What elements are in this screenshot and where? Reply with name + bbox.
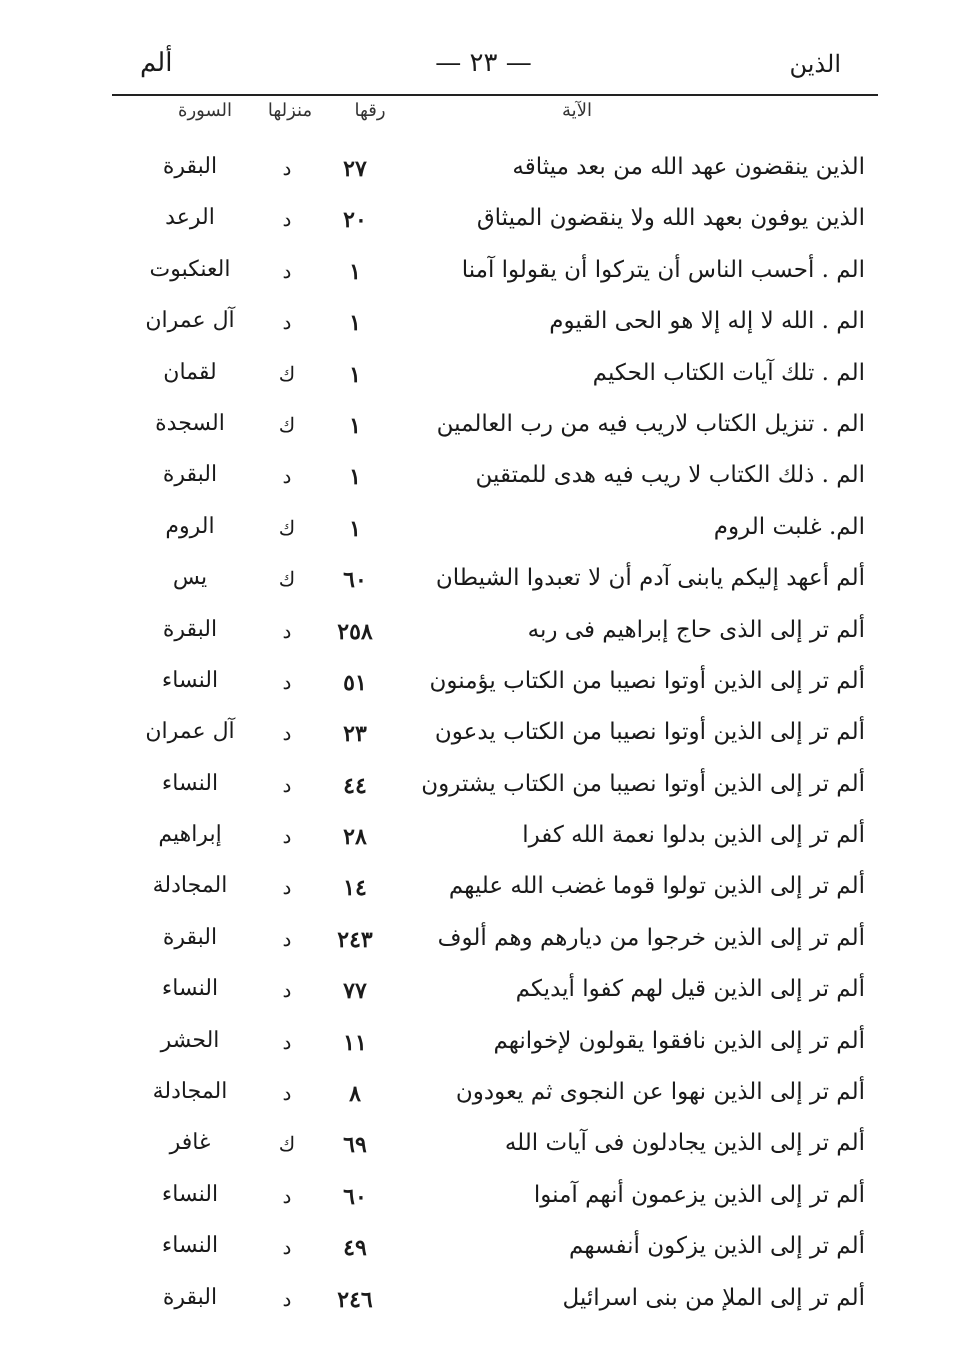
verse-text: ألم تر إلى الذى حاج إبراهيم فى ربه: [527, 616, 865, 643]
revelation-place: د: [282, 978, 292, 1003]
verse-number: ٦٠: [343, 1183, 367, 1210]
verse-text: ألم تر إلى الذين يزكون أنفسهم: [569, 1233, 865, 1260]
revelation-place: د: [282, 618, 292, 643]
verse-number: ٢٤٦: [337, 1286, 373, 1313]
surah-name: النساء: [161, 1181, 219, 1207]
verse-text: ألم تر إلى الذين نهوا عن النجوى ثم يعودون: [455, 1079, 865, 1106]
verse-number: ٢٠: [343, 207, 367, 234]
verse-number: ١: [349, 258, 361, 285]
column-header-verse: الآية: [562, 100, 592, 121]
verse-text: ألم تر إلى الذين تولوا قوما غضب الله عليهم: [448, 873, 865, 900]
surah-name: إبراهيم: [158, 822, 222, 848]
revelation-place: د: [282, 1235, 292, 1260]
verse-text: ألم تر إلى الذين أوتوا نصيبا من الكتاب يؤمنون: [429, 667, 865, 694]
verse-number: ١: [349, 361, 361, 388]
surah-name: غافر: [169, 1130, 211, 1156]
table-row: [0, 304, 967, 355]
revelation-place: د: [282, 721, 292, 746]
verse-text: الم. غلبت الروم: [713, 513, 865, 540]
page-header: [0, 40, 967, 90]
surah-name: النساء: [161, 667, 219, 693]
revelation-place: ك: [278, 515, 296, 540]
verse-text: ألم تر إلى الذين بدلوا نعمة الله كفرا: [522, 822, 865, 849]
surah-name: الروم: [165, 513, 215, 539]
table-row: [0, 972, 967, 1023]
verse-text: ألم تر إلى الذين أوتوا نصيبا من الكتاب يدعون: [434, 719, 865, 746]
verse-number: ١١: [343, 1029, 367, 1056]
column-header-surah: السورة: [178, 100, 232, 121]
verse-text: ألم تر إلى الملإ من بنى اسرائيل: [562, 1284, 865, 1311]
table-row: [0, 921, 967, 972]
column-header-place: منزلها: [267, 100, 313, 121]
verse-text: الم . تنزيل الكتاب لاريب فيه من رب العالمين: [436, 410, 865, 437]
surah-name: آل عمران: [145, 308, 235, 334]
table-row: [0, 1229, 967, 1280]
verse-text: ألم أعهد إليكم يابنى آدم أن لا تعبدوا الشيطان: [435, 565, 865, 592]
table-row: [0, 510, 967, 561]
verse-text: ألم تر إلى الذين قيل لهم كفوا أيديكم: [515, 976, 865, 1003]
header-right-word: الذين: [789, 50, 841, 78]
table-row: [0, 150, 967, 201]
revelation-place: ك: [278, 412, 296, 437]
table-row: [0, 664, 967, 715]
revelation-place: د: [282, 156, 292, 180]
table-row: [0, 1024, 967, 1075]
surah-name: البقرة: [162, 616, 218, 642]
verse-number: ٨: [349, 1081, 361, 1108]
table-row: [0, 1075, 967, 1126]
revelation-place: د: [282, 207, 292, 232]
verse-number: ٢٤٣: [337, 926, 373, 953]
revelation-place: د: [282, 1183, 292, 1208]
column-header-number: رقها: [354, 100, 386, 121]
verse-number: ٢٧: [343, 156, 367, 182]
verse-number: ١: [349, 310, 361, 337]
surah-name: النساء: [161, 976, 219, 1002]
verse-number: ٦٩: [343, 1132, 367, 1159]
verse-number: ٢٣: [343, 721, 367, 748]
surah-name: العنكبوت: [149, 256, 231, 282]
surah-name: البقرة: [162, 1284, 218, 1310]
surah-name: آل عمران: [145, 719, 235, 745]
surah-name: يس: [172, 565, 208, 591]
verse-number: ٥١: [343, 669, 367, 696]
surah-name: لقمان: [163, 359, 217, 385]
table-row: [0, 613, 967, 664]
surah-name: البقرة: [162, 924, 218, 950]
table-row: [0, 356, 967, 407]
revelation-place: د: [282, 310, 292, 335]
revelation-place: د: [282, 1286, 292, 1311]
verse-number: ١: [349, 412, 361, 439]
revelation-place: د: [282, 258, 292, 283]
verse-number: ١: [349, 464, 361, 491]
index-table: [0, 150, 967, 1332]
revelation-place: ك: [278, 567, 296, 592]
verse-number: ١: [349, 515, 361, 542]
surah-name: السجدة: [155, 410, 225, 436]
verse-text: الم . الله لا إله إلا هو الحى القيوم: [549, 308, 865, 335]
verse-text: الم . أحسب الناس أن يتركوا أن يقولوا آمنا: [461, 256, 865, 283]
revelation-place: د: [282, 464, 292, 489]
verse-number: ٦٠: [343, 567, 367, 594]
revelation-place: ك: [278, 1132, 296, 1157]
verse-text: الذين ينقضون عهد الله من بعد ميثاقه: [512, 154, 865, 180]
table-row: [0, 561, 967, 612]
verse-number: ٤٩: [343, 1235, 367, 1262]
revelation-place: د: [282, 1081, 292, 1106]
revelation-place: د: [282, 772, 292, 797]
surah-name: المجادلة: [152, 1079, 228, 1105]
revelation-place: د: [282, 875, 292, 900]
surah-name: البقرة: [162, 462, 218, 488]
surah-name: النساء: [161, 770, 219, 796]
header-rule: [112, 94, 878, 96]
table-row: [0, 407, 967, 458]
verse-text: ألم تر إلى الذين خرجوا من ديارهم وهم ألوف: [437, 924, 865, 951]
verse-number: ٢٥٨: [337, 618, 373, 645]
verse-number: ٢٨: [343, 824, 367, 851]
revelation-place: د: [282, 926, 292, 951]
page-number: — ٢٣ —: [435, 48, 532, 78]
surah-name: البقرة: [162, 154, 218, 179]
verse-text: ألم تر إلى الذين يجادلون فى آيات الله: [504, 1130, 865, 1157]
verse-number: ١٤: [343, 875, 367, 902]
revelation-place: ك: [278, 361, 296, 386]
table-row: [0, 253, 967, 304]
table-row: [0, 1126, 967, 1177]
revelation-place: د: [282, 669, 292, 694]
surah-name: الحشر: [160, 1027, 220, 1053]
verse-number: ٤٤: [343, 772, 367, 799]
verse-text: الم . ذلك الكتاب لا ريب فيه هدى للمتقين: [475, 462, 865, 489]
verse-text: ألم تر إلى الذين يزعمون أنهم آمنوا: [533, 1181, 865, 1208]
verse-text: ألم تر إلى الذين نافقوا يقولون لإخوانهم: [493, 1027, 865, 1054]
verse-text: ألم تر إلى الذين أوتوا نصيبا من الكتاب يشترون: [421, 770, 865, 797]
table-row: [0, 869, 967, 920]
verse-text: الذين يوفون بعهد الله ولا ينقضون الميثاق: [476, 205, 865, 232]
revelation-place: د: [282, 1029, 292, 1054]
table-row: [0, 201, 967, 252]
verse-text: الم . تلك آيات الكتاب الحكيم: [592, 359, 865, 386]
table-row: [0, 715, 967, 766]
table-row: [0, 1281, 967, 1332]
revelation-place: د: [282, 824, 292, 849]
table-row: [0, 818, 967, 869]
table-row: [0, 458, 967, 509]
surah-name: المجادلة: [152, 873, 228, 899]
header-left-word: ألم: [140, 48, 173, 78]
verse-number: ٧٧: [343, 978, 367, 1005]
table-row: [0, 767, 967, 818]
surah-name: النساء: [161, 1233, 219, 1259]
surah-name: الرعد: [165, 205, 215, 231]
table-row: [0, 1178, 967, 1229]
